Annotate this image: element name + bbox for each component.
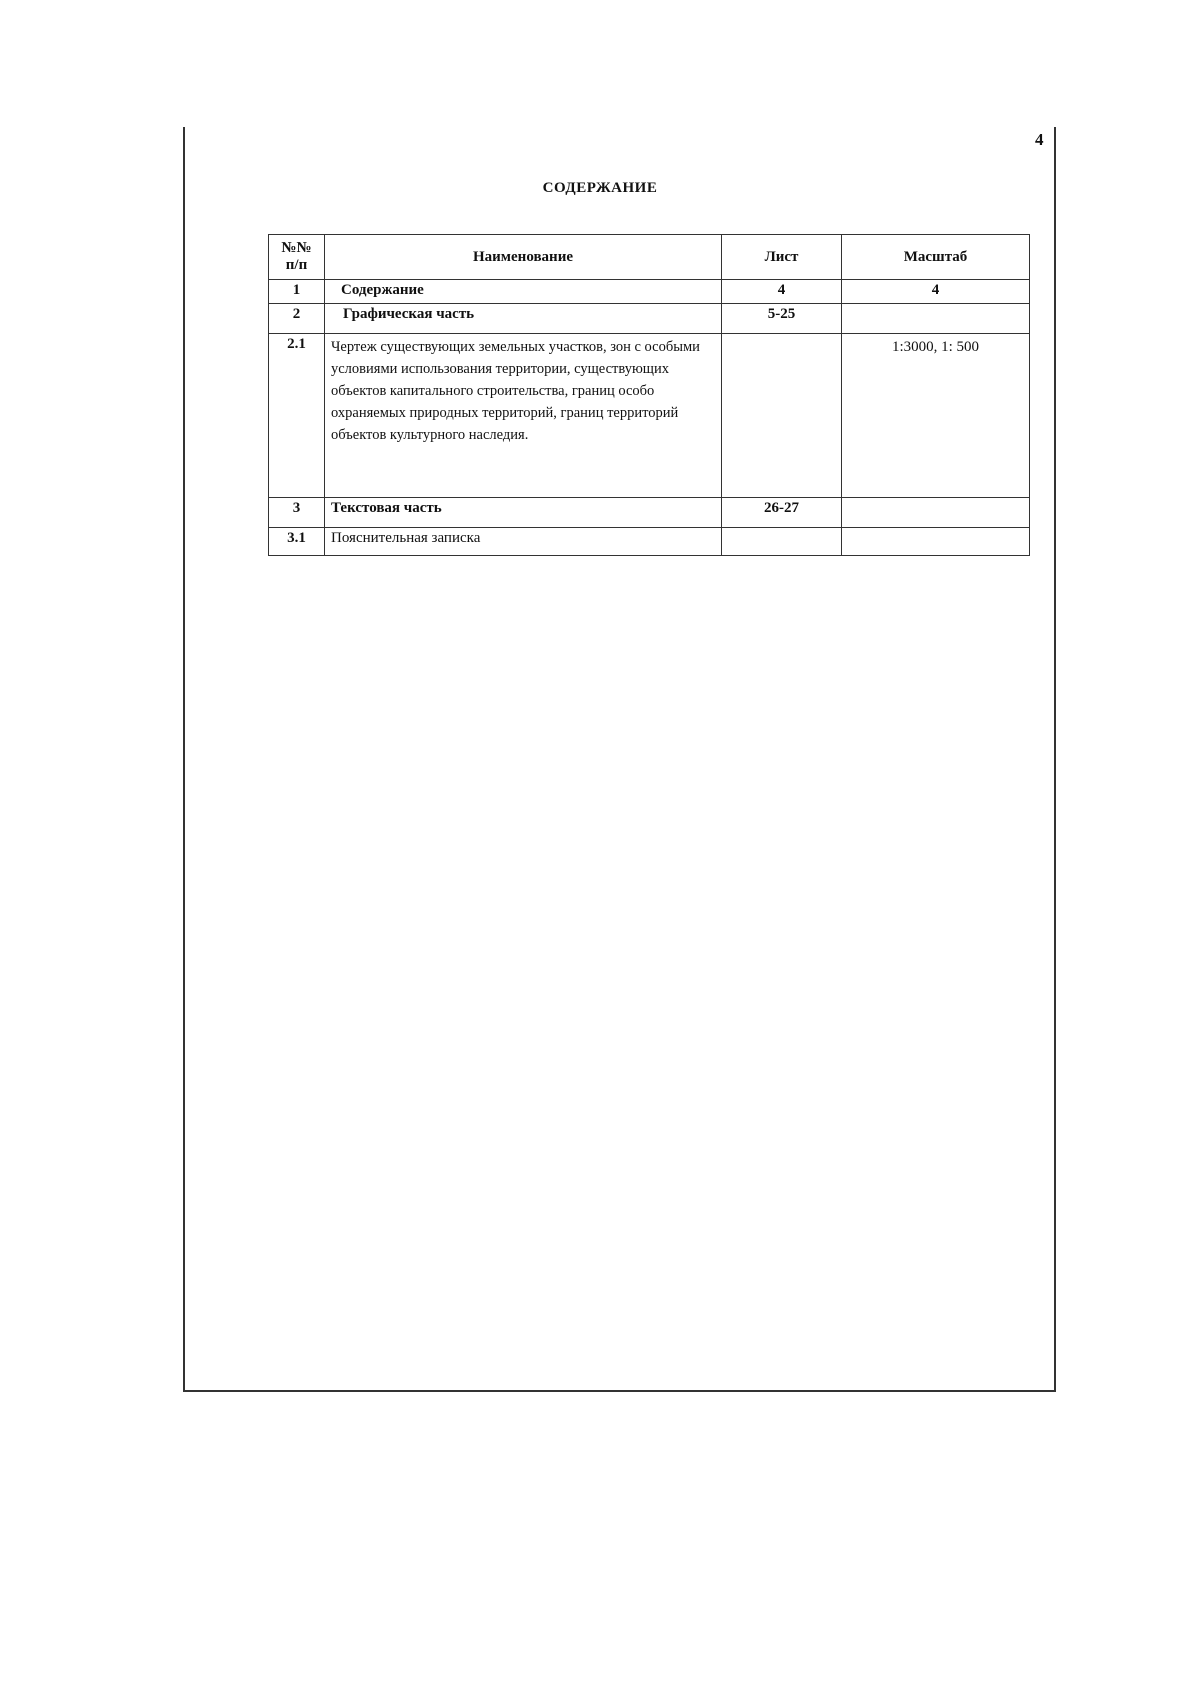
table-row <box>269 528 1030 556</box>
row-scale <box>842 498 1030 528</box>
row-sheet: 4 <box>722 280 842 304</box>
document-title: СОДЕРЖАНИЕ <box>542 180 658 196</box>
row-name: Содержание <box>325 280 722 304</box>
row-sheet: 5-25 <box>722 304 842 334</box>
header-scale: Масштаб <box>842 235 1030 280</box>
table-row <box>269 498 1030 528</box>
row-name: Чертеж существующих земельных участков, зон с особыми условиями использования территории, существующих объектов капитального строительства, границ особо охраняемых природных территорий, границ территорий объектов культурного наследия. <box>325 334 722 498</box>
row-name: Пояснительная записка <box>325 528 722 556</box>
table-header-row <box>269 235 1030 280</box>
row-number: 1 <box>269 280 325 304</box>
table-row <box>269 304 1030 334</box>
row-scale <box>842 304 1030 334</box>
row-number: 2 <box>269 304 325 334</box>
row-scale <box>842 528 1030 556</box>
table-row <box>269 280 1030 304</box>
row-name: Текстовая часть <box>325 498 722 528</box>
row-number: 2.1 <box>269 334 325 498</box>
page-number: 4 <box>1035 130 1044 149</box>
row-sheet: 26-27 <box>722 498 842 528</box>
header-number: №№ п/п <box>269 235 325 280</box>
row-scale: 4 <box>842 280 1030 304</box>
row-scale: 1:3000, 1: 500 <box>842 334 1030 498</box>
header-sheet: Лист <box>722 235 842 280</box>
row-sheet <box>722 528 842 556</box>
header-name: Наименование <box>325 235 722 280</box>
row-number: 3 <box>269 498 325 528</box>
row-sheet <box>722 334 842 498</box>
table-row <box>269 334 1030 498</box>
row-number: 3.1 <box>269 528 325 556</box>
contents-table <box>268 234 1030 556</box>
row-name: Графическая часть <box>325 304 722 334</box>
